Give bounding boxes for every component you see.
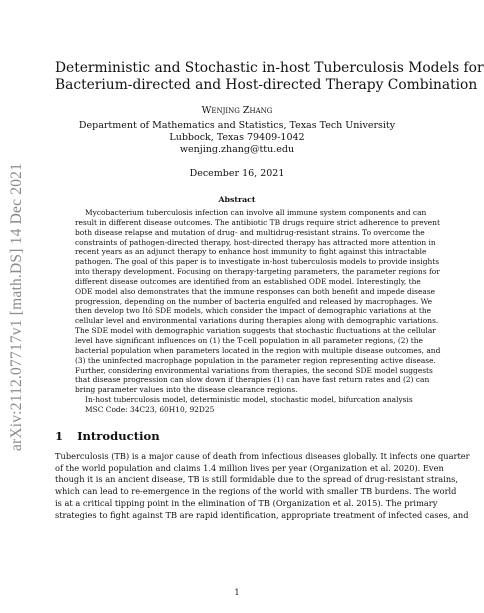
abstract-line: that disease progression can slow down if therapies (1) can have fast return rates and (2) can	[75, 375, 430, 385]
affiliation-address: Lubbock, Texas 79409-1042	[169, 132, 305, 143]
abstract-line: ODE model also demonstrates that the immune responses can both benefit and impede disease	[75, 286, 436, 296]
body-line: is at a critical tipping point in the elimination of TB (Organization et al. 2015). The primary	[55, 497, 438, 508]
author-email: wenjing.zhang@ttu.edu	[179, 144, 295, 155]
abstract-line: Mycobacterium tuberculosis infection can involve all immune system components and can	[85, 208, 427, 217]
affiliation	[55, 120, 419, 156]
arxiv-identifier-text: arXiv:2112.07717v1 [math.DS] 14 Dec 2021	[8, 162, 26, 452]
section-title: Introduction	[77, 428, 160, 443]
section-heading	[55, 429, 419, 443]
abstract-line: Further, considering environmental variations from therapies, the second SDE model suggests	[75, 365, 433, 375]
paper-title	[55, 60, 484, 94]
author-name: Wenjing Zhang	[201, 105, 273, 116]
introduction-body	[55, 450, 470, 522]
abstract-body	[75, 208, 441, 415]
paper-date: December 16, 2021	[189, 168, 285, 179]
msc-codes-line: MSC Code: 34C23, 60H10, 92D25	[85, 404, 215, 414]
arxiv-identifier-stamp	[2, 142, 32, 472]
body-line: though it is an ancient disease, TB is still formidable due to the spread of drug-resistant strains,	[55, 474, 458, 485]
abstract-line: both disease relapse and mutation of drug- and multidrug-resistant strains. To overcome the	[75, 227, 425, 237]
abstract-line: into therapy development. Focusing on therapy-targeting parameters, the parameter regions for	[75, 267, 440, 277]
abstract-line: (3) the uninfected macrophage population in the parameter region representing active disease.	[75, 355, 436, 365]
abstract-line: recent years as an adjunct therapy to enhance host immunity to fight against this intractable	[75, 247, 427, 257]
page-number: 1	[234, 587, 240, 597]
affiliation-department: Department of Mathematics and Statistics, Texas Tech University	[78, 120, 396, 131]
abstract-line: progression, depending on the number of bacteria engulfed and released by macrophages. We	[75, 296, 433, 306]
body-line: Tuberculosis (TB) is a major cause of death from infectious diseases globally. It infects one quarter	[55, 450, 470, 461]
title-line: Deterministic and Stochastic in-host Tuberculosis Models for	[55, 60, 484, 76]
abstract-line: then develop two Itô SDE models, which consider the impact of demographic variations at the	[75, 306, 432, 316]
abstract-line: The SDE model with demographic variation suggests that stochastic fluctuations at the cellular	[75, 326, 436, 336]
keywords-line: In-host tuberculosis model, deterministic model, stochastic model, bifurcation analysis	[85, 395, 413, 405]
abstract-line: result in different disease outcomes. The antibiotic TB drugs require strict adherence to prevent	[75, 217, 440, 227]
body-line: which can lead to re-emergence in the regions of the world with smaller TB burdens. The world	[55, 486, 457, 497]
abstract-line: level have significant influences on (1) the T-cell population in all parameter regions, (2) the	[75, 335, 423, 345]
paper-content	[55, 60, 484, 522]
body-line: strategies to fight against TB are rapid identification, appropriate treatment of infected cases, and	[55, 509, 469, 520]
abstract-line: bring parameter values into the disease clearance regions.	[75, 385, 298, 395]
abstract-line: cellular level and environmental variations during therapies along with demographic variations.	[75, 316, 439, 326]
body-line: of the world population and claims 1.4 million lives per year (Organization et al. 2020). Even	[55, 462, 444, 473]
abstract-heading: Abstract	[218, 195, 256, 204]
abstract-line: pathogen. The goal of this paper is to investigate in-host tuberculosis models to provide insights	[75, 257, 440, 267]
abstract-section	[75, 195, 441, 415]
section-number: 1	[55, 428, 64, 443]
title-line: Bacterium-directed and Host-directed Therapy Combination	[55, 77, 478, 93]
abstract-line: bacterial population when parameters located in the region with multiple disease outcomes, and	[75, 345, 441, 355]
abstract-line: different disease outcomes are identified from an established ODE model. Interestingly, the	[75, 276, 421, 286]
abstract-line: constraints of pathogen-directed therapy, host-directed therapy has attracted more attention in	[75, 237, 436, 247]
